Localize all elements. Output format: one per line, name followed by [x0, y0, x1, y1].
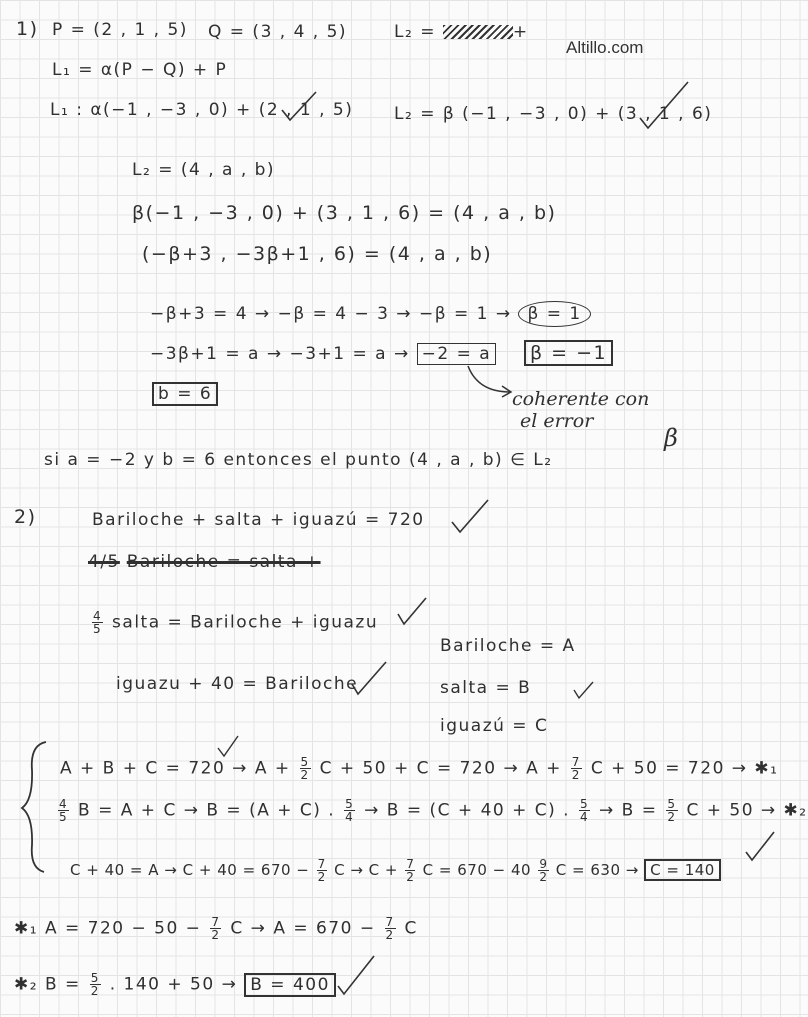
- crossed-out-l2-head: L₂ =: [394, 22, 443, 42]
- beta-result-box: β = −1: [524, 340, 613, 366]
- system-row-3-fraction-a: $\frac{7}{2}$: [317, 857, 326, 884]
- substitution-equation: β(−1 , −3 , 0) + (3 , 1 , 6) = (4 , a , b): [132, 202, 557, 224]
- l2-equation: L₂ = β (−1 , −3 , 0) + (3 , 1 , 6): [394, 104, 713, 124]
- system-row-1: [60, 756, 779, 781]
- b-final-result-box: B = 400: [244, 973, 336, 997]
- exercise-2-number: 2): [14, 506, 37, 528]
- system-row-1-fraction-a: $\frac{5}{2}$: [300, 755, 310, 782]
- crossed-out-l2-tail: +: [512, 22, 529, 42]
- b-substitution: [14, 972, 336, 997]
- l1-equation: L₁ : α(−1 , −3 , 0) + (2 , 1 , 5): [50, 100, 354, 120]
- check-mark-c: [746, 832, 774, 860]
- crossed-out-text: Bariloche = salta +: [126, 552, 321, 572]
- teacher-note-line2: el error: [520, 410, 594, 432]
- system-row-3-fraction-c: $\frac{9}{2}$: [539, 857, 548, 884]
- system-row-2-fraction-b: $\frac{5}{4}$: [579, 797, 590, 824]
- system-row-2-part-d: C + 50 → ✱₂: [686, 800, 808, 821]
- variable-c: iguazú = C: [440, 716, 549, 736]
- system-row-1-part-b: C + 50 + C = 720 → A +: [319, 758, 562, 779]
- b-substitution-part-a: ✱₂ B =: [14, 974, 81, 995]
- watermark: Altillo.com: [566, 38, 644, 57]
- system-row-2-fraction-0: $\frac{4}{5}$: [59, 797, 69, 824]
- check-mark-l2: [640, 82, 688, 128]
- fraction-4-5: $\frac{4}{5}$: [93, 609, 103, 636]
- system-row-3-part-b: C → C +: [334, 861, 398, 879]
- total-equation: Bariloche + salta + iguazú = 720: [92, 510, 425, 530]
- system-row-3-fraction-b: $\frac{7}{2}$: [406, 857, 415, 884]
- salta-equation-text: salta = Bariloche + iguazu: [112, 612, 379, 633]
- system-row-3: [70, 858, 721, 883]
- a-substitution-part-c: C: [404, 918, 418, 939]
- system-row-2-part-a: B = A + C → B = (A + C) .: [78, 800, 336, 821]
- note-arrow: [468, 366, 510, 392]
- system-brace: [22, 742, 46, 872]
- component-equation: (−β+3 , −3β+1 , 6) = (4 , a , b): [142, 243, 493, 265]
- check-mark-l1: [282, 92, 316, 120]
- system-row-1-fraction-b: $\frac{7}{2}$: [571, 755, 581, 782]
- b-substitution-part-b: . 140 + 50 →: [109, 974, 238, 995]
- check-mark-b: [338, 956, 374, 994]
- a-substitution-part-b: C → A = 670 −: [230, 918, 376, 939]
- system-row-3-part-c: C = 670 − 40: [422, 861, 532, 879]
- conclusion-line: si a = −2 y b = 6 entonces el punto (4 , a , b) ∈ L₂: [44, 450, 553, 470]
- check-mark-salta: [398, 598, 426, 624]
- variable-b: salta = B: [440, 678, 532, 698]
- check-mark-sum: [218, 736, 238, 756]
- c-result-box: C = 140: [644, 859, 721, 881]
- system-row-1-part-c: C + 50 = 720 → ✱₁: [590, 758, 779, 779]
- crossed-out-fraction: 4/5: [88, 552, 120, 572]
- variable-a: Bariloche = A: [440, 636, 576, 656]
- l1-definition: L₁ = α(P − Q) + P: [52, 60, 228, 80]
- b-result-box: b = 6: [152, 382, 218, 406]
- point-q: Q = (3 , 4 , 5): [208, 22, 348, 42]
- teacher-note-line1: coherente con: [512, 388, 650, 410]
- beta-oval: β = 1: [518, 301, 590, 327]
- iguazu-equation: iguazu + 40 = Bariloche: [116, 674, 359, 694]
- teacher-grade-mark: β: [664, 424, 680, 452]
- check-mark-iguazu: [352, 662, 386, 694]
- l2-point: L₂ = (4 , a , b): [132, 160, 276, 180]
- a-substitution-fraction-b: $\frac{7}{2}$: [385, 915, 395, 942]
- system-row-2-fraction-c: $\frac{5}{2}$: [667, 797, 677, 824]
- a-substitution-fraction-a: $\frac{7}{2}$: [211, 915, 221, 942]
- system-row-2-part-c: → B =: [599, 800, 658, 821]
- system-row-3-part-a: C + 40 = A → C + 40 = 670 −: [70, 861, 310, 879]
- a-substitution-part-a: ✱₁ A = 720 − 50 −: [14, 918, 202, 939]
- system-row-3-part-d: C = 630 →: [555, 861, 639, 879]
- step-beta-text: −β+3 = 4 → −β = 4 − 3 → −β = 1 →: [150, 304, 512, 324]
- step-a-text: −3β+1 = a → −3+1 = a →: [150, 344, 410, 364]
- b-substitution-fraction: $\frac{5}{2}$: [90, 971, 100, 998]
- system-row-2-part-b: → B = (C + 40 + C) .: [364, 800, 571, 821]
- exercise-1-number: 1): [16, 18, 39, 40]
- a-substitution: [14, 916, 418, 941]
- a-result-box: −2 = a: [417, 343, 497, 365]
- point-p: P = (2 , 1 , 5): [52, 20, 188, 40]
- system-row-2-fraction-a: $\frac{5}{4}$: [345, 797, 355, 824]
- check-mark-variables: [574, 682, 593, 698]
- system-row-2: [56, 798, 808, 823]
- check-mark-total: [452, 500, 488, 532]
- system-row-1-part-a: A + B + C = 720 → A +: [60, 758, 291, 779]
